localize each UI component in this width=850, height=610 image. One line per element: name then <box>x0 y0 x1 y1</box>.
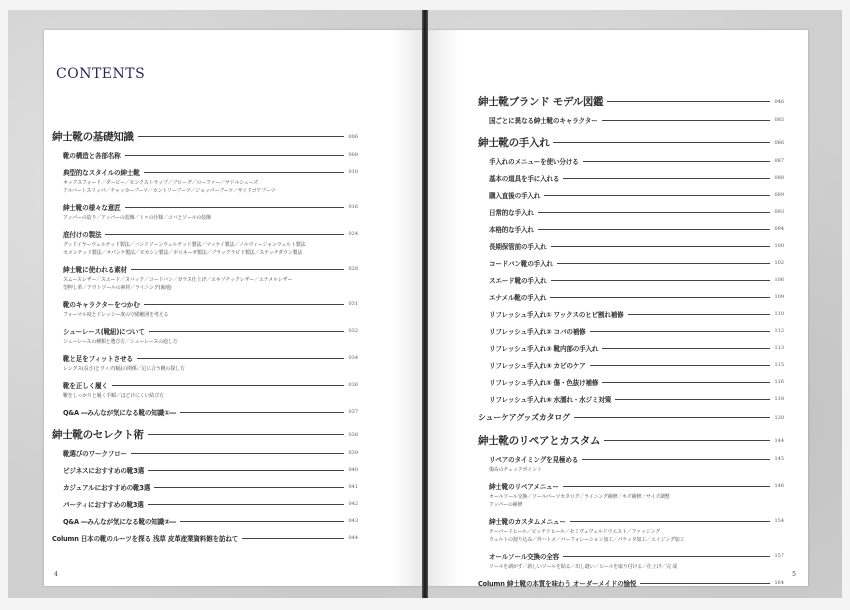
toc-section <box>478 433 784 448</box>
toc-row <box>63 299 358 309</box>
leader-line <box>538 229 771 230</box>
toc-page-number: 038 <box>348 431 358 438</box>
toc-page-number: 028 <box>348 266 358 272</box>
toc-title: リフレッシュ手入れ⑤ 傷・色抜け補修 <box>489 379 599 387</box>
toc-item <box>478 377 784 387</box>
toc-title: シューケアグッズカタログ <box>478 413 570 422</box>
toc-title: リフレッシュ手入れ② コバの補修 <box>489 328 586 336</box>
toc-row <box>489 190 784 200</box>
toc-title: Q&A ―みんなが気になる靴の知識①― <box>63 409 176 417</box>
toc-row <box>52 129 358 144</box>
toc-item <box>478 115 784 125</box>
leader-line <box>180 412 345 413</box>
toc-page-number: 031 <box>348 301 358 307</box>
toc-row <box>63 465 358 475</box>
leader-line <box>563 486 771 487</box>
toc-subtopics: スムースレザー／スエード／ヌバック／コードバン／ガラス仕上げ／エキゾチックレザー／エナメルレザー <box>63 277 293 283</box>
toc-subtopics: 型押し革／アウトソールの素材／ライニング(裏地) <box>63 285 172 291</box>
toc-row <box>489 292 784 302</box>
toc-page-number: 106 <box>774 277 784 283</box>
toc-item <box>478 258 784 268</box>
toc-row <box>489 224 784 234</box>
toc-page-number: 115 <box>774 362 784 368</box>
toc-row <box>478 94 784 109</box>
leader-line <box>574 417 771 418</box>
leader-line <box>148 434 345 435</box>
leader-line <box>583 161 771 162</box>
toc-title: リフレッシュ手入れ③ 靴内部の手入れ <box>489 345 599 353</box>
toc-subtopics: シューレースの種類と選び方／シューレースの通し方 <box>63 339 178 345</box>
toc-page-number: 110 <box>774 311 784 317</box>
toc-row <box>489 173 784 183</box>
leader-line <box>242 538 344 539</box>
toc-item <box>52 380 358 400</box>
toc-title: リフレッシュ手入れ① ワックスのヒビ割れ補修 <box>489 311 624 319</box>
toc-title: 日常的な手入れ <box>489 209 534 217</box>
toc-title: 紳士靴のリペアメニュー <box>489 483 559 491</box>
toc-page-number: 109 <box>774 294 784 300</box>
toc-item <box>478 224 784 234</box>
toc-page-number: 089 <box>774 192 784 198</box>
toc-page-number: 120 <box>774 414 784 421</box>
leader-line <box>544 195 770 196</box>
toc-row <box>478 433 784 448</box>
toc-page-number: 100 <box>774 243 784 249</box>
toc-item <box>478 481 784 509</box>
toc-item <box>52 499 358 509</box>
toc-section <box>52 427 358 442</box>
toc-page-number: 087 <box>774 158 784 164</box>
leader-line <box>551 246 771 247</box>
toc-title: エナメル靴の手入れ <box>489 294 547 302</box>
toc-page-number: 046 <box>774 98 784 105</box>
toc-item <box>478 156 784 166</box>
toc-page-number: 008 <box>348 152 358 158</box>
toc-subtopics: ソールを剥がす／新しいソールを貼る／出し縫い／ヒールを取り付ける／仕上げ／完 成 <box>489 564 678 570</box>
leader-line <box>149 331 345 332</box>
toc-title: Column 日本の靴のルーツを探る 浅草 皮革産業資料館を訪ねて <box>52 535 238 543</box>
toc-row <box>478 135 784 150</box>
toc-row <box>489 516 784 526</box>
toc-item <box>52 465 358 475</box>
toc-item <box>52 516 358 526</box>
toc-row <box>489 207 784 217</box>
toc-row <box>63 167 358 177</box>
leader-line <box>602 348 770 349</box>
toc-title: 靴を正しく履く <box>63 382 108 390</box>
toc-title: スエード靴の手入れ <box>489 277 547 285</box>
toc-row <box>63 326 358 336</box>
toc-item <box>478 190 784 200</box>
toc-title: リフレッシュ手入れ④ カビのケア <box>489 362 586 370</box>
toc-row <box>489 258 784 268</box>
toc-row <box>52 533 358 543</box>
toc-title: 典型的なスタイルの紳士靴 <box>63 169 140 177</box>
toc-title: 国ごとに異なる紳士靴のキャラクター <box>489 117 598 125</box>
leader-line <box>628 314 771 315</box>
toc-title: 靴の構造と各部名称 <box>63 152 121 160</box>
toc-item <box>478 207 784 217</box>
toc-section <box>478 94 784 109</box>
toc-title: 底付けの製法 <box>63 231 102 239</box>
toc-row <box>63 499 358 509</box>
leader-line <box>553 142 770 143</box>
toc-page-number: 085 <box>774 117 784 123</box>
toc-title: 紳士靴のセレクト術 <box>52 429 144 441</box>
toc-item <box>478 326 784 336</box>
leader-line <box>125 207 345 208</box>
toc-item <box>52 167 358 195</box>
toc-title: 紳士靴の基礎知識 <box>52 131 134 143</box>
toc-subtopics: アッパーの造り／アッパーの装飾／トゥの仕様／コバとソールの装飾 <box>63 215 211 221</box>
toc-title: 紳士靴の様々な意匠 <box>63 204 121 212</box>
toc-subtopics: アッパーの補修 <box>489 502 523 508</box>
toc-page-number: 116 <box>774 379 784 385</box>
toc-page-number: 036 <box>348 382 358 388</box>
toc-title: 紳士靴ブランド モデル図鑑 <box>478 96 604 108</box>
leader-line <box>590 331 771 332</box>
toc-page-number: 154 <box>774 518 784 524</box>
toc-item <box>52 202 358 222</box>
toc-title: 手入れのメニューを使い分ける <box>489 158 579 166</box>
leader-line <box>615 399 770 400</box>
toc-item <box>478 292 784 302</box>
toc-title: シューレース(靴紐)について <box>63 328 145 336</box>
leader-line <box>563 556 770 557</box>
toc-row <box>478 412 784 423</box>
toc-title: カジュアルにおすすめの靴3選 <box>63 484 151 492</box>
toc-subtopics: アルバートスリッパ／チャッカーブーツ／カントリーブーツ／ジョッパーブーツ／サイドゴアブーツ <box>63 188 276 194</box>
toc-title: リペアのタイミングを見極める <box>489 456 579 464</box>
leader-line <box>602 382 770 383</box>
toc-title: 紳士靴の手入れ <box>478 137 550 149</box>
left-toc <box>52 119 358 547</box>
toc-subtopics: フォーマル度とドレッシー度の守備範囲を考える <box>63 312 169 318</box>
toc-item <box>52 353 358 373</box>
toc-page-number: 144 <box>774 437 784 444</box>
toc-item <box>52 533 358 543</box>
toc-row <box>489 156 784 166</box>
toc-page-number: 042 <box>348 501 358 507</box>
toc-section <box>52 129 358 144</box>
toc-row <box>489 360 784 370</box>
toc-page-number: 034 <box>348 355 358 361</box>
toc-page-number: 118 <box>774 396 784 402</box>
leader-line <box>131 269 345 270</box>
leader-line <box>570 521 771 522</box>
toc-row <box>63 229 358 239</box>
leader-line <box>138 136 345 137</box>
toc-row <box>52 427 358 442</box>
toc-item <box>52 326 358 346</box>
toc-row <box>489 394 784 404</box>
toc-title: 基本の道具を手に入れる <box>489 175 560 183</box>
toc-page-number: 040 <box>348 467 358 473</box>
right-page-number: 5 <box>792 571 796 578</box>
toc-row <box>63 482 358 492</box>
toc-item <box>478 516 784 544</box>
toc-page-number: 093 <box>774 209 784 215</box>
toc-subtopics: レングス(長さ)とウィズ(幅)の関係／足に合う靴の探し方 <box>63 366 185 372</box>
toc-subtopics: オールソール交換／ソールパーツカタログ／ライニング補修／キズ補修／サイズ調整 <box>489 494 670 500</box>
toc-title: パーティにおすすめの靴3選 <box>63 501 144 509</box>
toc-title: Q&A ―みんなが気になる靴の知識②― <box>63 518 176 526</box>
toc-title: Column 紳士靴の本質を味わう オーダーメイドの愉悦 <box>478 580 637 588</box>
toc-subtopics: 靴をしっかりと履く手順／ほどけにくい結び方 <box>63 393 164 399</box>
toc-title: リフレッシュ手入れ⑥ 水濡れ・水ジミ対策 <box>489 396 612 404</box>
toc-item <box>52 229 358 257</box>
leader-line <box>105 234 344 235</box>
toc-subtopics: オックスフォード／ダービー／モンクストラップ／ブローグ／ローファー／サドルシューズ <box>63 180 259 186</box>
leader-line <box>550 297 770 298</box>
leader-line <box>112 385 345 386</box>
leader-line <box>154 487 344 488</box>
leader-line <box>131 453 345 454</box>
leader-line <box>144 304 345 305</box>
leader-line <box>590 365 771 366</box>
toc-row <box>489 377 784 387</box>
leader-line <box>148 504 345 505</box>
toc-row <box>63 150 358 160</box>
toc-item <box>478 173 784 183</box>
toc-page-number: 039 <box>348 450 358 456</box>
toc-row <box>63 448 358 458</box>
toc-row <box>489 275 784 285</box>
toc-page-number: 006 <box>348 133 358 140</box>
toc-title: 靴選びのワークフロー <box>63 450 127 458</box>
left-page <box>8 10 422 598</box>
toc-title: 本格的な手入れ <box>489 226 534 234</box>
toc-item <box>52 299 358 319</box>
toc-row <box>489 343 784 353</box>
leader-line <box>137 358 345 359</box>
toc-page-number: 146 <box>774 483 784 489</box>
toc-item <box>478 275 784 285</box>
toc-subtopics: ウェルトの割り込み／外ハトメ／パーフォレーション加工／パケッタ加工／エイジング加工 <box>489 537 685 543</box>
leader-line <box>180 521 345 522</box>
toc-page-number: 102 <box>774 260 784 266</box>
toc-page-number: 024 <box>348 231 358 237</box>
toc-item <box>478 241 784 251</box>
toc-row <box>63 516 358 526</box>
toc-page-number: 113 <box>774 345 784 351</box>
toc-title: 靴と足をフィットさせる <box>63 355 133 363</box>
toc-page-number: 010 <box>348 169 358 175</box>
toc-title: オールソール交換の全容 <box>489 553 560 561</box>
toc-row <box>63 407 358 417</box>
contents-heading: CONTENTS <box>56 66 146 82</box>
toc-title: コードバン靴の手入れ <box>489 260 553 268</box>
toc-subtopics: グッドイヤーウェルテッド製法／ハンドソーンウェルテッド製法／マッケイ製法／ノルウィージャンウェルト製法 <box>63 242 306 248</box>
toc-row <box>478 578 784 588</box>
toc-page-number: 037 <box>348 409 358 415</box>
right-toc <box>478 84 784 592</box>
right-page <box>428 10 842 598</box>
leader-line <box>640 583 770 584</box>
toc-row <box>489 326 784 336</box>
book-spread <box>8 10 842 598</box>
toc-row <box>489 241 784 251</box>
toc-item <box>478 578 784 588</box>
toc-page-number: 112 <box>774 328 784 334</box>
toc-row <box>63 353 358 363</box>
leader-line <box>582 459 770 460</box>
toc-title: 靴のキャラクターをつかむ <box>63 301 140 309</box>
leader-line <box>602 120 771 121</box>
toc-page-number: 157 <box>774 553 784 559</box>
toc-subtopics: セメンテッド製法／オパンケ製法／モカシン製法／ボロネーゼ製法／ブラックラピド製法／ステッチダウン製法 <box>63 250 303 256</box>
leader-line <box>144 172 345 173</box>
toc-item <box>478 360 784 370</box>
toc-row <box>489 309 784 319</box>
leader-line <box>604 440 770 441</box>
toc-item <box>52 407 358 417</box>
toc-row <box>489 481 784 491</box>
toc-title: 紳士靴に使われる素材 <box>63 266 127 274</box>
toc-item <box>52 264 358 292</box>
toc-page-number: 094 <box>774 226 784 232</box>
toc-page-number: 164 <box>774 580 784 586</box>
toc-subtopics: テーパードヒール／ピッチドヒール／セミヴェヴェルドウエスト／ファッジング <box>489 529 661 535</box>
toc-row <box>63 202 358 212</box>
toc-row <box>63 380 358 390</box>
leader-line <box>148 470 344 471</box>
toc-page-number: 145 <box>774 456 784 462</box>
toc-item <box>478 309 784 319</box>
toc-title: 長期保管前の手入れ <box>489 243 547 251</box>
toc-page-number: 016 <box>348 204 358 210</box>
toc-row <box>489 454 784 464</box>
toc-item <box>478 551 784 571</box>
toc-page-number: 043 <box>348 518 358 524</box>
leader-line <box>551 280 771 281</box>
leader-line <box>125 155 345 156</box>
leader-line <box>557 263 771 264</box>
toc-title: ビジネスにおすすめの靴3選 <box>63 467 144 475</box>
toc-item <box>478 343 784 353</box>
leader-line <box>607 101 770 102</box>
toc-item <box>52 448 358 458</box>
toc-page-number: 041 <box>348 484 358 490</box>
toc-row <box>489 551 784 561</box>
toc-item <box>52 150 358 160</box>
toc-page-number: 088 <box>774 175 784 181</box>
leader-line <box>538 212 771 213</box>
toc-title: 購入直後の手入れ <box>489 192 541 200</box>
toc-page-number: 086 <box>774 139 784 146</box>
toc-row <box>489 115 784 125</box>
toc-row <box>63 264 358 274</box>
leader-line <box>563 178 770 179</box>
toc-item <box>478 394 784 404</box>
left-page-number: 4 <box>54 571 58 578</box>
toc-subtopics: 傷みのチェックポイント <box>489 467 542 473</box>
toc-item <box>478 454 784 474</box>
toc-title: 紳士靴のリペアとカスタム <box>478 435 601 447</box>
toc-page-number: 032 <box>348 328 358 334</box>
toc-section <box>478 135 784 150</box>
toc-item <box>52 482 358 492</box>
toc-page-number: 044 <box>348 535 358 541</box>
toc-title: 紳士靴のカスタムメニュー <box>489 518 566 526</box>
toc-section <box>478 412 784 423</box>
